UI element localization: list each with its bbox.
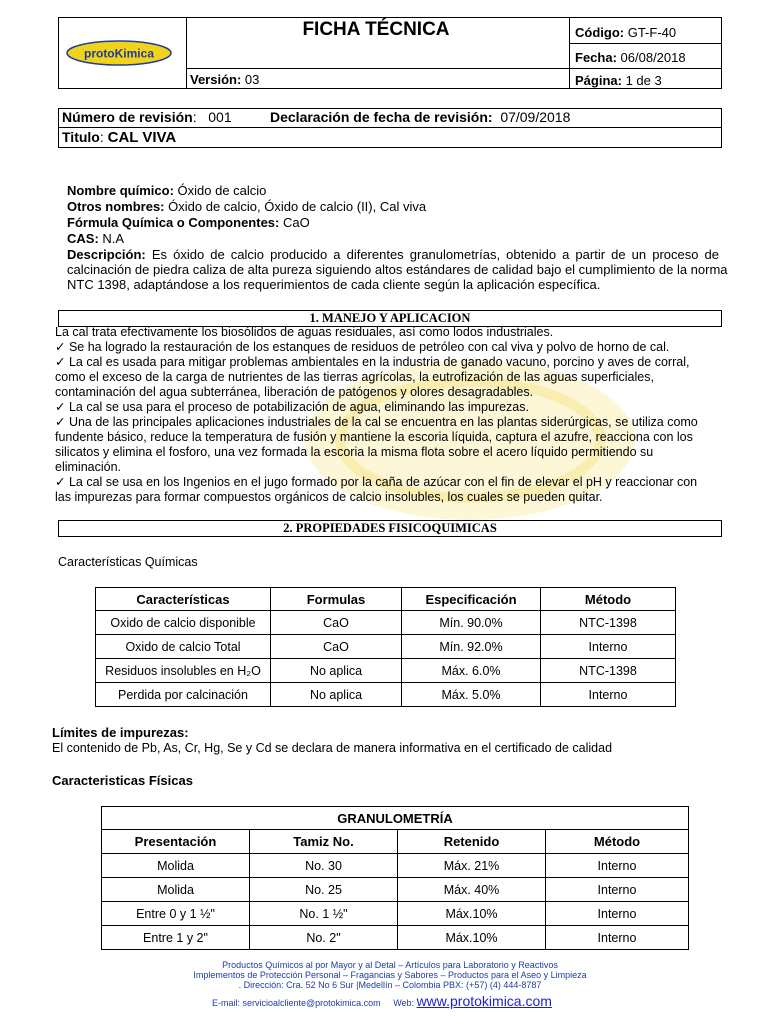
revision-date: Declaración de fecha de revisión: 07/09/2018 xyxy=(270,109,571,125)
revision-title: Titulo: CAL VIVA xyxy=(62,129,177,146)
table-row xyxy=(102,902,689,926)
list-item: ✓ La cal es usada para mitigar problemas ambientales en la industria de ganado vacuno, porcino y aves de corral, xyxy=(55,355,690,369)
table-row xyxy=(96,659,676,683)
revision-number: Número de revisión: 001 xyxy=(62,109,232,125)
impurity-limits-text: El contenido de Pb, As, Cr, Hg, Se y Cd se declara de manera informativa en el certificado de calidad xyxy=(52,741,613,755)
version-field: Versión: 03 xyxy=(190,72,260,87)
cas: CAS: N.A xyxy=(67,231,125,246)
table-header: Formulas xyxy=(271,588,402,611)
table-cell: Molida xyxy=(102,878,250,902)
granulometry-title: GRANULOMETRÍA xyxy=(102,807,689,830)
table-cell: Máx. 40% xyxy=(398,878,546,902)
table-cell: NTC-1398 xyxy=(541,611,676,635)
table-cell: Máx.10% xyxy=(398,926,546,950)
svg-text:protoKimica: protoKimica xyxy=(83,46,155,61)
table-header: Características xyxy=(96,588,271,611)
section-1-heading: 1. MANEJO Y APLICACION xyxy=(58,310,722,327)
description-line: NTC 1398, adaptándose a los requerimientos de cada cliente según la aplicación específica. xyxy=(67,277,601,292)
section-1-body xyxy=(55,325,735,505)
table-row xyxy=(96,635,676,659)
table-row xyxy=(102,854,689,878)
table-cell: CaO xyxy=(271,611,402,635)
code-field: Código: GT-F-40 xyxy=(575,25,677,40)
other-names: Otros nombres: Óxido de calcio, Óxido de calcio (II), Cal viva xyxy=(67,199,427,214)
table-cell: Máx. 6.0% xyxy=(402,659,541,683)
description-line: Descripción: Es óxido de calcio producido a diferentes granulometrías, obtenido a partir de un proceso de xyxy=(67,247,719,262)
table-row xyxy=(102,926,689,950)
table-header: Retenido xyxy=(398,830,546,854)
list-item: contaminación del agua subterránea, liberación de patógenos y olores desagradables. xyxy=(55,385,534,399)
footer-line: Implementos de Protección Personal – Fragancias y Sabores – Productos para el Aseo y Limpieza xyxy=(193,970,587,980)
formula: Fórmula Química o Componentes: CaO xyxy=(67,215,310,230)
table-header: Tamiz No. xyxy=(250,830,398,854)
table-row xyxy=(96,611,676,635)
footer-contact: E-mail: servicioalcliente@protokimica.com Web: www.protokimica.com xyxy=(212,993,552,1009)
footer-line: Productos Químicos al por Mayor y al Detal – Artículos para Laboratorio y Reactivos xyxy=(222,960,558,970)
table-cell: Interno xyxy=(546,878,689,902)
chemical-table xyxy=(95,587,676,707)
table-cell: No aplica xyxy=(271,659,402,683)
table-cell: Mín. 92.0% xyxy=(402,635,541,659)
table-cell: Interno xyxy=(541,683,676,707)
table-cell: Perdida por calcinación xyxy=(96,683,271,707)
table-cell: Interno xyxy=(546,854,689,878)
document-title: FICHA TÉCNICA xyxy=(302,19,450,40)
table-cell: Máx. 21% xyxy=(398,854,546,878)
table-cell: Residuos insolubles en H₂O xyxy=(96,659,271,683)
list-item: eliminación. xyxy=(55,460,122,474)
protokimica-logo xyxy=(66,40,172,66)
table-cell: Interno xyxy=(546,902,689,926)
list-item: ✓ La cal se usa en los Ingenios en el jugo formado por la caña de azúcar con el fin de elevar el pH y reaccionar con xyxy=(55,475,698,489)
table-cell: Oxido de calcio Total xyxy=(96,635,271,659)
table-cell: NTC-1398 xyxy=(541,659,676,683)
table-cell: Máx. 5.0% xyxy=(402,683,541,707)
list-item: las impurezas para formar compuestos orgánicos de calcio insolubles, los cuales se pueden quitar. xyxy=(55,490,603,504)
impurity-limits-label: Límites de impurezas: xyxy=(52,725,189,740)
physical-characteristics-caption: Caracteristicas Físicas xyxy=(52,773,193,788)
granulometry-table xyxy=(101,806,689,950)
list-item: ✓ La cal se usa para el proceso de potabilización de agua, eliminando las impurezas. xyxy=(55,400,529,414)
table-cell: Oxido de calcio disponible xyxy=(96,611,271,635)
table-cell: Molida xyxy=(102,854,250,878)
table-cell: No. 1 ½" xyxy=(250,902,398,926)
table-cell: Interno xyxy=(541,635,676,659)
table-cell: Entre 0 y 1 ½" xyxy=(102,902,250,926)
table-cell: Entre 1 y 2" xyxy=(102,926,250,950)
date-field: Fecha: 06/08/2018 xyxy=(575,50,686,65)
list-item: ✓ Una de las principales aplicaciones industriales de la cal se encuentra en las plantas siderúrgicas, se utiliza como xyxy=(55,415,698,429)
footer-line: . Dirección: Cra. 52 No 6 Sur |Medellín – Colombia PBX: (+57) (4) 444-8787 xyxy=(238,980,542,990)
table-cell: Mín. 90.0% xyxy=(402,611,541,635)
table-cell: No. 2" xyxy=(250,926,398,950)
table-cell: No aplica xyxy=(271,683,402,707)
list-item: silicatos y elimina el fosforo, una vez formada la escoria la misma flota sobre el acero líquido permitiendo su xyxy=(55,445,654,459)
table-cell: No. 25 xyxy=(250,878,398,902)
table-header: Método xyxy=(546,830,689,854)
footer-email: E-mail: servicioalcliente@protokimica.com xyxy=(212,998,381,1008)
list-item: como el exceso de la carga de nutrientes de las tierras agrícolas, la eutrofización de las aguas superficiales, xyxy=(55,370,654,384)
table-row xyxy=(102,878,689,902)
list-item: La cal trata efectivamente los biosólidos de aguas residuales, así como lodos industriales. xyxy=(55,325,554,339)
table-cell: CaO xyxy=(271,635,402,659)
table-cell: Interno xyxy=(546,926,689,950)
table-cell: Máx.10% xyxy=(398,902,546,926)
list-item: fundente básico, reduce la temperatura de fusión y mantiene la escoria líquida, captura el azufre, reacciona con los xyxy=(55,430,693,444)
list-item: ✓ Se ha logrado la restauración de los estanques de residuos de petróleo con cal viva y polvo de horno de cal. xyxy=(55,340,670,354)
table-header: Método xyxy=(541,588,676,611)
table-header: Presentación xyxy=(102,830,250,854)
page-field: Página: 1 de 3 xyxy=(575,73,662,88)
table-row xyxy=(96,683,676,707)
table-header: Especificación xyxy=(402,588,541,611)
chemical-characteristics-caption: Características Químicas xyxy=(58,555,198,569)
table-cell: No. 30 xyxy=(250,854,398,878)
website-link[interactable]: www.protokimica.com xyxy=(416,993,552,1009)
description-line: calcinación de piedra caliza de alta pureza siguiendo altos estándares de calidad bajo el cumplimiento de la norma xyxy=(67,262,728,277)
chemical-name: Nombre químico: Óxido de calcio xyxy=(67,183,267,198)
section-2-heading: 2. PROPIEDADES FISICOQUIMICAS xyxy=(58,520,722,537)
